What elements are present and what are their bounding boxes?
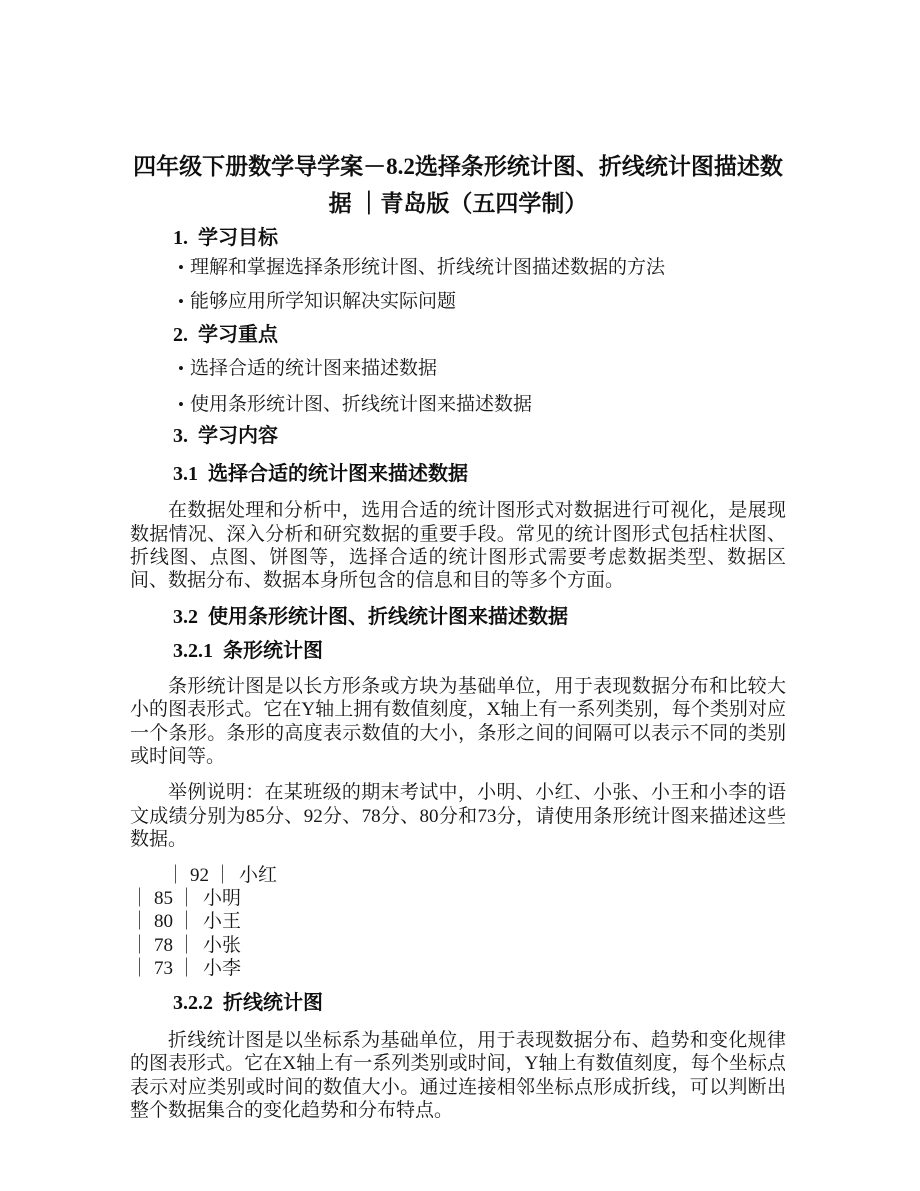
- pipe-divider: ｜: [177, 911, 197, 933]
- table-row: [130, 910, 786, 933]
- document-title-line1: 四年级下册数学导学案－8.2选择条形统计图、折线统计图描述数: [133, 154, 783, 179]
- focus-item: [130, 357, 786, 380]
- cell-score: 92: [190, 864, 210, 886]
- pipe-divider: ｜: [177, 934, 197, 956]
- heading-3-2-number: 3.2: [173, 605, 198, 628]
- cell-name: 小王: [203, 911, 242, 933]
- cell-score: 85: [154, 887, 174, 909]
- pipe-divider: ｜: [130, 887, 150, 909]
- cell-name: 小李: [203, 958, 242, 980]
- focus-item-text: 使用条形统计图、折线统计图来描述数据: [190, 394, 533, 416]
- score-table: [130, 864, 786, 981]
- document-title: [108, 148, 808, 222]
- pipe-divider: ｜: [166, 864, 186, 886]
- pipe-divider: ｜: [130, 911, 150, 933]
- heading-3-1-label: 选择合适的统计图来描述数据: [208, 462, 468, 485]
- paragraph-3-1: 在数据处理和分析中，选用合适的统计图形式对数据进行可视化，是展现数据情况、深入分析和研究数据的重要手段。常见的统计图形式包括柱状图、折线图、点图、饼图等，选择合适的统计图形式需要考虑数据类型、数据区间、数据分布、数据本身所包含的信息和目的等多个方面。: [130, 500, 786, 592]
- heading-goals-label: 学习目标: [198, 227, 278, 249]
- pipe-divider: ｜: [177, 887, 197, 909]
- heading-content-number: 3.: [173, 425, 188, 448]
- heading-3-2-2: [130, 992, 786, 1015]
- heading-3-2-1-number: 3.2.1: [173, 640, 213, 663]
- heading-3-2: [130, 606, 786, 629]
- heading-focus-number: 2.: [173, 324, 188, 347]
- pipe-divider: ｜: [177, 958, 197, 980]
- cell-score: 78: [154, 934, 174, 956]
- pipe-divider: ｜: [130, 958, 150, 980]
- table-row: [130, 864, 786, 887]
- heading-focus-label: 学习重点: [198, 324, 278, 347]
- table-row: [130, 934, 786, 957]
- cell-name: 小张: [203, 934, 242, 956]
- heading-goals-number: 1.: [173, 227, 188, 249]
- document-title-line2: 据 ｜青岛版（五四学制）: [328, 191, 588, 216]
- goal-item-text: 能够应用所学知识解决实际问题: [190, 290, 457, 312]
- heading-3-2-1-label: 条形统计图: [223, 640, 323, 663]
- bullet-icon: •: [178, 395, 184, 415]
- cell-score: 80: [154, 911, 174, 933]
- cell-name: 小明: [203, 887, 242, 909]
- heading-3-2-2-number: 3.2.2: [173, 991, 213, 1014]
- heading-3-2-1: [130, 640, 786, 663]
- bullet-icon: •: [178, 291, 184, 311]
- heading-goals: [130, 227, 786, 250]
- heading-focus: [130, 324, 786, 347]
- heading-3-2-2-label: 折线统计图: [223, 991, 323, 1014]
- table-row: [130, 887, 786, 910]
- cell-name: 小红: [239, 864, 278, 886]
- bullet-icon: •: [178, 358, 184, 378]
- heading-content-label: 学习内容: [198, 425, 278, 448]
- heading-3-1: [130, 463, 786, 486]
- cell-score: 73: [154, 958, 174, 980]
- bullet-icon: •: [178, 258, 184, 278]
- goal-item-text: 理解和掌握选择条形统计图、折线统计图描述数据的方法: [190, 257, 666, 279]
- paragraph-3-2-1: 条形统计图是以长方形条或方块为基础单位，用于表现数据分布和比较大小的图表形式。它在Y轴上拥有数值刻度，X轴上有一系列类别，每个类别对应一个条形。条形的高度表示数值的大小，条形之间的间隔可以表示不同的类别或时间等。: [130, 675, 786, 767]
- paragraph-3-2-2: 折线统计图是以坐标系为基础单位，用于表现数据分布、趋势和变化规律的图表形式。它在X轴上有一系列类别或时间，Y轴上有数值刻度，每个坐标点表示对应类别或时间的数值大小。通过连接相邻坐标点形成折线，可以判断出整个数据集合的变化趋势和分布特点。: [130, 1029, 786, 1122]
- goal-item: [130, 290, 786, 313]
- focus-item: [130, 393, 786, 416]
- heading-content: [130, 425, 786, 448]
- table-row: [130, 957, 786, 980]
- focus-item-text: 选择合适的统计图来描述数据: [190, 357, 438, 379]
- heading-3-1-number: 3.1: [173, 462, 198, 485]
- pipe-divider: ｜: [213, 864, 233, 886]
- heading-3-2-label: 使用条形统计图、折线统计图来描述数据: [208, 605, 568, 628]
- pipe-divider: ｜: [130, 934, 150, 956]
- document-content: [130, 148, 786, 1123]
- goal-item: [130, 256, 786, 279]
- paragraph-example: 举例说明：在某班级的期末考试中，小明、小红、小张、小王和小李的语文成绩分别为85分、92分、78分、80分和73分，请使用条形统计图来描述这些数据。: [130, 782, 786, 851]
